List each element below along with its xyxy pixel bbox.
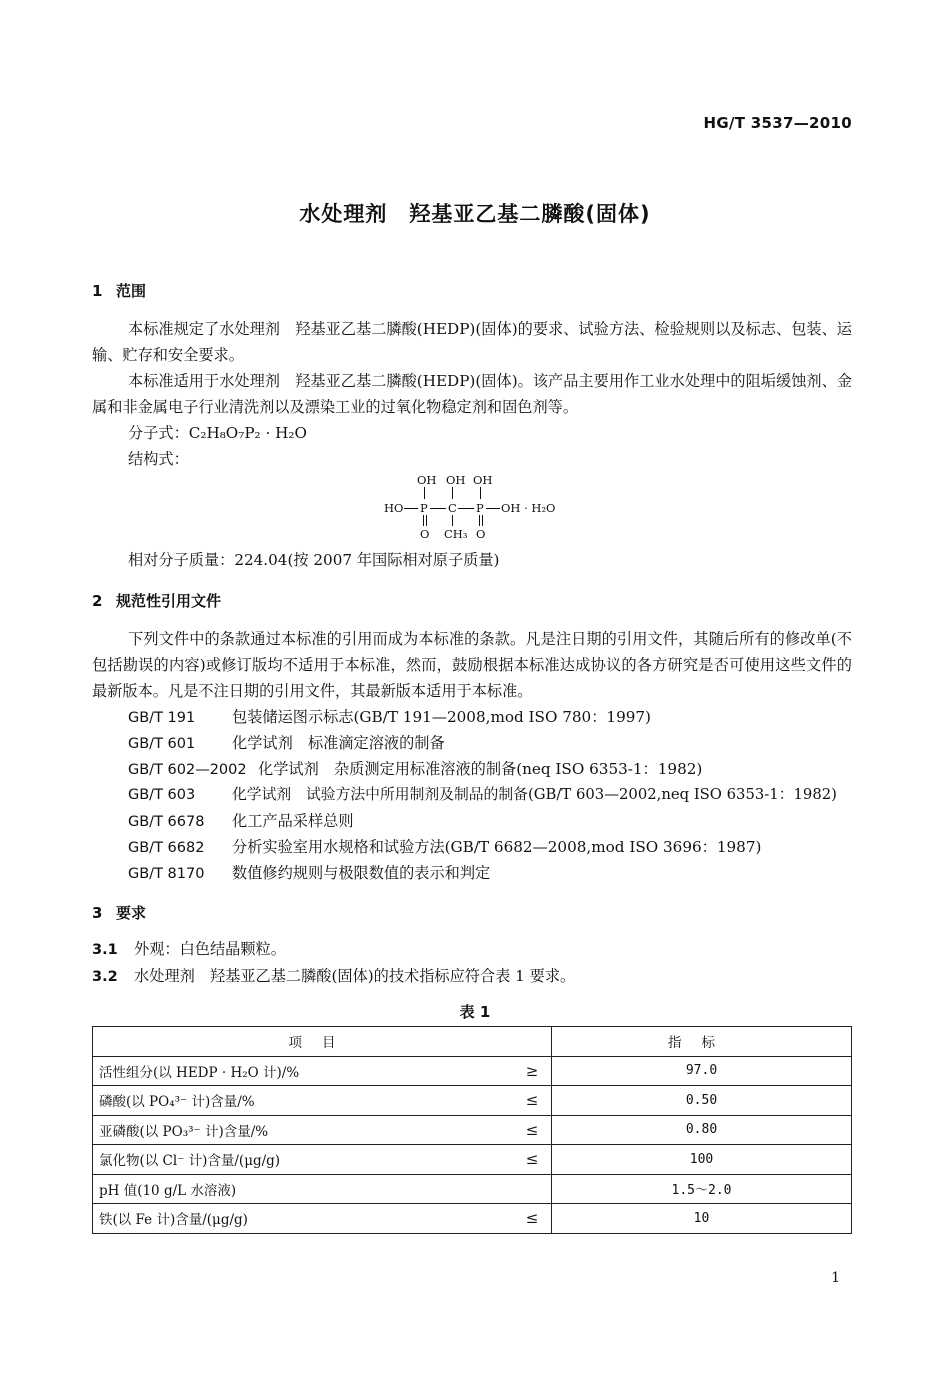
table-row	[93, 1086, 852, 1116]
paragraph-text: 下列文件中的条款通过本标准的引用而成为本标准的条款。凡是注日期的引用文件，其随后所有的修改单(不包括勘误的内容)或修订版均不适用于本标准，然而，鼓励根据本标准达成协议的各方研究是否可使用这些文件的最新版本。凡是不注日期的引用文件，其最新版本适用于本标准。	[92, 630, 852, 700]
oxygen-label: O	[420, 527, 430, 541]
reference-code: GB/T 602—2002	[128, 762, 247, 778]
section-3-heading	[92, 902, 146, 923]
reference-item	[128, 756, 702, 783]
reference-code: GB/T 191	[128, 710, 196, 726]
value-cell: 0.80	[552, 1115, 852, 1145]
item-cell: 氯化物(以 Cl⁻ 计)含量/(μg/g)	[93, 1145, 514, 1175]
table-caption: 表 1	[459, 1003, 491, 1021]
reference-code: GB/T 6682	[128, 840, 205, 856]
table-header-row	[93, 1027, 852, 1057]
bond-line	[452, 515, 453, 526]
operator-cell: ≤	[513, 1204, 552, 1234]
reference-item	[128, 782, 837, 808]
value-cell: 100	[552, 1145, 852, 1175]
value-cell: 1.5～2.0	[552, 1174, 852, 1204]
oxygen-label: O	[476, 527, 486, 541]
table-row	[93, 1056, 852, 1086]
table-row	[93, 1115, 852, 1145]
clause-number: 3.2	[92, 969, 118, 985]
requirement-3-1	[92, 938, 286, 959]
value-cell: 0.50	[552, 1086, 852, 1116]
double-bond-line	[479, 515, 480, 526]
bond-line	[458, 508, 474, 509]
bond-line	[480, 487, 481, 499]
table-row	[93, 1204, 852, 1234]
paragraph-text: 本标准适用于水处理剂 羟基亚乙基二膦酸(HEDP)(固体)。该产品主要用作工业水处理中的阻垢缓蚀剂、金属和非金属电子行业清洗剂以及漂染工业的过氧化物稳定剂和固色剂等。	[92, 372, 852, 416]
item-cell: pH 值(10 g/L 水溶液)	[93, 1174, 514, 1204]
phosphorus-label: P	[476, 501, 484, 515]
formula-value: C₂H₈O₇P₂ · H₂O	[188, 424, 307, 442]
reference-text: 包装储运图示标志(GB/T 191—2008,mod ISO 780：1997)	[232, 708, 651, 726]
scope-paragraph-2	[92, 368, 852, 420]
requirement-3-2	[92, 965, 575, 986]
header-item: 项目	[93, 1027, 552, 1057]
page-number: 1	[831, 1270, 840, 1286]
carbon-label: C	[448, 501, 457, 515]
oh-label: OH	[417, 473, 437, 487]
clause-number: 3.1	[92, 942, 118, 958]
double-bond-line	[482, 515, 483, 526]
paragraph-text: 本标准规定了水处理剂 羟基亚乙基二膦酸(HEDP)(固体)的要求、试验方法、检验规则以及标志、包装、运输、贮存和安全要求。	[92, 320, 852, 364]
value-cell: 97.0	[552, 1056, 852, 1086]
specification-table	[92, 1026, 852, 1234]
section-number: 2	[92, 592, 103, 610]
bond-line	[452, 487, 453, 499]
clause-text: 外观：白色结晶颗粒。	[134, 940, 286, 958]
structure-label: 结构式：	[128, 450, 189, 468]
reference-code: GB/T 603	[128, 787, 196, 803]
scope-paragraph-1	[92, 316, 852, 368]
standard-code: HG/T 3537—2010	[703, 114, 852, 132]
section-title: 要求	[116, 904, 147, 922]
reference-text: 化学试剂 试验方法中所用制剂及制品的制备(GB/T 603—2002,neq ISO 6353-1：1982)	[232, 786, 837, 803]
reference-code: GB/T 8170	[128, 866, 205, 882]
phosphorus-label: P	[420, 501, 428, 515]
reference-item	[128, 808, 354, 835]
oh-label: OH	[473, 473, 493, 487]
reference-item	[128, 834, 761, 861]
table-row	[93, 1174, 852, 1204]
reference-item	[128, 860, 490, 887]
oh-water-label: OH · H₂O	[501, 501, 556, 515]
methyl-label: CH₃	[444, 527, 468, 541]
section-number: 3	[92, 904, 103, 922]
double-bond-line	[426, 515, 427, 526]
reference-item	[128, 730, 445, 757]
operator-cell: ≥	[513, 1056, 552, 1086]
reference-code: GB/T 601	[128, 736, 196, 752]
reference-item	[128, 704, 651, 731]
section-1-heading	[92, 280, 146, 301]
item-cell: 铁(以 Fe 计)含量/(μg/g)	[93, 1204, 514, 1234]
item-cell: 磷酸(以 PO₄³⁻ 计)含量/%	[93, 1086, 514, 1116]
oh-label: OH	[446, 473, 466, 487]
bond-line	[424, 487, 425, 499]
reference-code: GB/T 6678	[128, 814, 205, 830]
reference-text: 数值修约规则与极限数值的表示和判定	[232, 864, 491, 882]
formula-label: 分子式：	[128, 424, 189, 442]
operator-cell: ≤	[513, 1086, 552, 1116]
bond-line	[486, 508, 500, 509]
section-number: 1	[92, 282, 103, 300]
reference-text: 化工产品采样总则	[232, 812, 354, 830]
document-title: 水处理剂 羟基亚乙基二膦酸(固体)	[299, 202, 651, 226]
reference-text: 分析实验室用水规格和试验方法(GB/T 6682—2008,mod ISO 3696：1987)	[232, 838, 762, 856]
double-bond-line	[423, 515, 424, 526]
bond-line	[404, 508, 418, 509]
reference-text: 化学试剂 标准滴定溶液的制备	[232, 734, 445, 752]
bond-line	[430, 508, 446, 509]
operator-cell	[513, 1174, 552, 1204]
molar-mass: 相对分子质量：224.04(按 2007 年国际相对原子质量)	[128, 551, 500, 569]
molecular-formula	[128, 420, 307, 446]
operator-cell: ≤	[513, 1145, 552, 1175]
reference-text: 化学试剂 杂质测定用标准溶液的制备(neq ISO 6353-1：1982)	[258, 760, 703, 778]
section-2-heading	[92, 590, 221, 611]
clause-text: 水处理剂 羟基亚乙基二膦酸(固体)的技术指标应符合表 1 要求。	[134, 967, 576, 985]
item-cell: 活性组分(以 HEDP · H₂O 计)/%	[93, 1056, 514, 1086]
operator-cell: ≤	[513, 1115, 552, 1145]
header-value: 指标	[552, 1027, 852, 1057]
table-row	[93, 1145, 852, 1175]
ho-label: HO	[384, 501, 404, 515]
item-cell: 亚磷酸(以 PO₃³⁻ 计)含量/%	[93, 1115, 514, 1145]
section-title: 规范性引用文件	[116, 592, 222, 610]
section-title: 范围	[116, 282, 147, 300]
references-paragraph	[92, 626, 852, 704]
structural-formula	[380, 473, 580, 543]
value-cell: 10	[552, 1204, 852, 1234]
